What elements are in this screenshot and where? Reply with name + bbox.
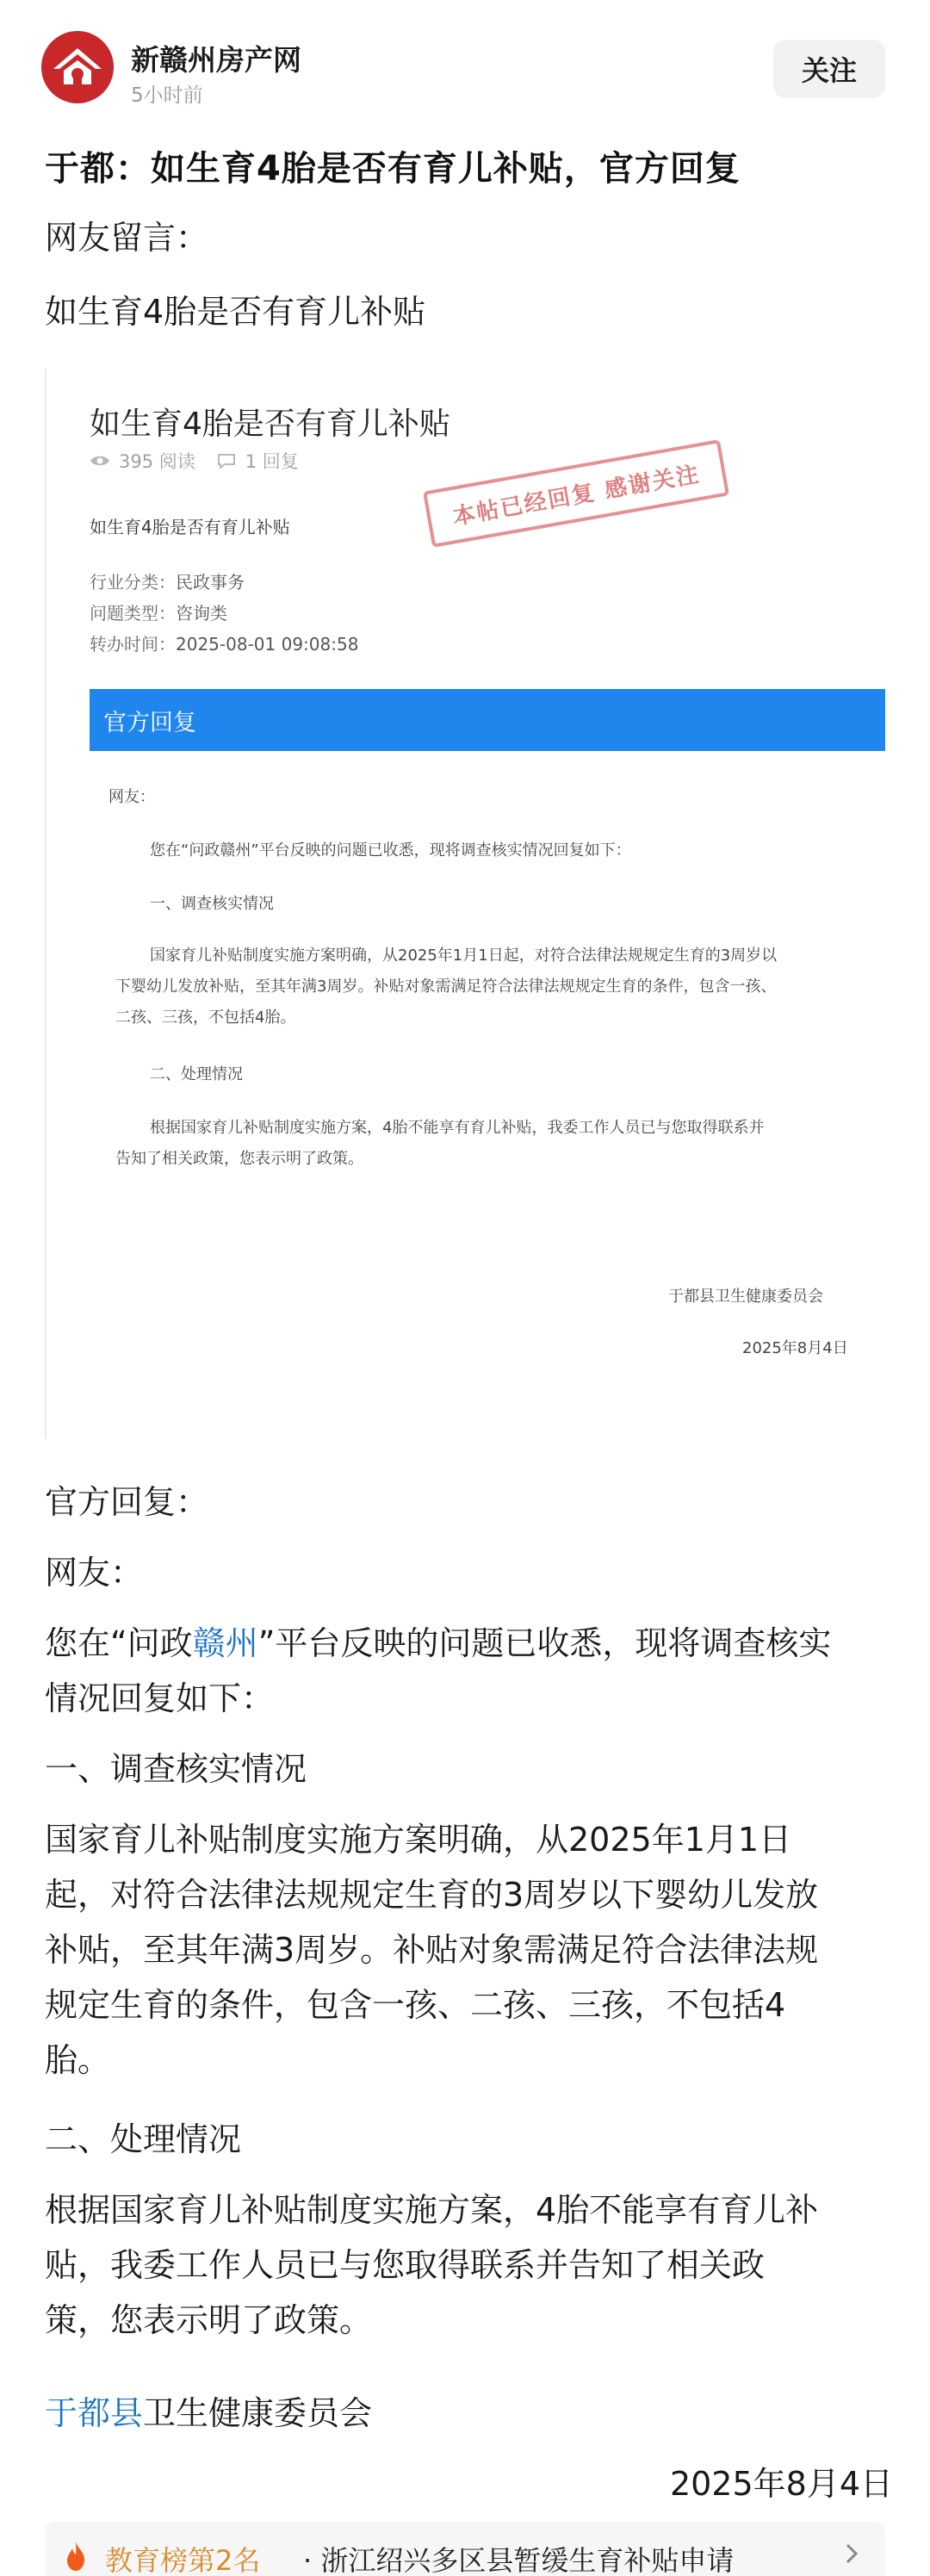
author-avatar[interactable]: [41, 31, 114, 103]
reply-intro: 您在“问政赣州”平台反映的问题已收悉，现将调查核实 情况回复如下：: [45, 1624, 832, 1717]
shot-body1-line3: 二孩、三孩，不包括4胎。: [115, 1009, 296, 1027]
article-title: 于都：如生育4胎是否有育儿补贴，官方回复: [45, 149, 741, 189]
reply-label: 官方回复：: [45, 1483, 209, 1521]
netizen-label: 网友留言：: [45, 219, 209, 257]
shot-stats: [90, 448, 299, 474]
yudu-link[interactable]: 于都县: [45, 2394, 144, 2432]
shot-signature: 于都县卫生健康委员会: [668, 1288, 823, 1306]
related-news-card[interactable]: [45, 2522, 885, 2576]
shot-body1-line1: 国家育儿补贴制度实施方案明确，从2025年1月1日起，对符合法律法规规定生育的3周岁以: [150, 947, 778, 965]
shot-title: 如生育4胎是否有育儿补贴: [90, 407, 450, 442]
meta-row: 行业分类：民政事务: [90, 572, 245, 593]
shot-greeting: 网友：: [108, 788, 155, 806]
shot-body2-line2: 告知了相关政策，您表示明了政策。: [115, 1150, 363, 1168]
meta-row: 转办时间：2025-08-01 09:08:58: [90, 634, 359, 655]
shot-intro: 您在“问政赣州”平台反映的问题已收悉，现将调查核实情况回复如下：: [150, 841, 631, 860]
post-header: [0, 0, 930, 129]
follow-button[interactable]: 关注: [773, 40, 885, 98]
question-text: 如生育4胎是否有育儿补贴: [45, 293, 426, 331]
meta-row: 问题类型：咨询类: [90, 603, 227, 624]
embedded-screenshot: [45, 369, 885, 1438]
views-count: 395 阅读: [119, 451, 195, 472]
reply-body1: 国家育儿补贴制度实施方案明确，从2025年1月1日 起，对符合法律法规规定生育的3周岁以下婴幼儿发放 补贴，至其年满3周岁。补贴对象需满足符合法律法规 规定生育的条件，包含一孩、二孩、三孩，不包括4 胎。: [45, 1821, 819, 2079]
comment-icon: [216, 453, 237, 469]
author-name[interactable]: 新赣州房产网: [131, 43, 301, 77]
shot-date: 2025年8月4日: [742, 1339, 848, 1357]
fire-icon: [64, 2541, 88, 2572]
shot-section2: 二、处理情况: [150, 1065, 243, 1083]
chevron-right-icon: [839, 2541, 865, 2567]
shot-body2-line1: 根据国家育儿补贴制度实施方案，4胎不能享有育儿补贴，我委工作人员已与您取得联系并: [150, 1119, 765, 1137]
replies-count: 1 回复: [245, 451, 299, 472]
reply-section2: 二、处理情况: [45, 2120, 242, 2158]
rank-badge: 教育榜第2名: [105, 2544, 261, 2576]
official-reply-bar: 官方回复: [90, 689, 885, 751]
eye-icon: [90, 453, 110, 469]
shot-section1: 一、调查核实情况: [150, 895, 274, 913]
post-time: 5小时前: [131, 84, 203, 107]
house-logo-icon: [41, 31, 114, 103]
replied-stamp: 本帖已经回复 感谢关注: [423, 439, 729, 548]
ganzhou-link[interactable]: 赣州: [192, 1624, 258, 1662]
reply-signature: 于都县卫生健康委员会: [45, 2394, 373, 2432]
shot-question: 如生育4胎是否有育儿补贴: [90, 517, 290, 537]
shot-body1-line2: 下婴幼儿发放补贴，至其年满3周岁。补贴对象需满足符合法律法规规定生育的条件，包含一孩、: [115, 978, 777, 996]
reply-greeting: 网友：: [45, 1554, 144, 1592]
reply-date: 2025年8月4日: [669, 2465, 893, 2503]
reply-body2: 根据国家育儿补贴制度实施方案，4胎不能享有育儿补 贴，我委工作人员已与您取得联系并告知了相关政 策，您表示明了政策。: [45, 2191, 819, 2339]
related-news-title: · 浙江绍兴多区县暂缓生育补贴申请: [303, 2544, 735, 2576]
reply-section1: 一、调查核实情况: [45, 1750, 307, 1788]
